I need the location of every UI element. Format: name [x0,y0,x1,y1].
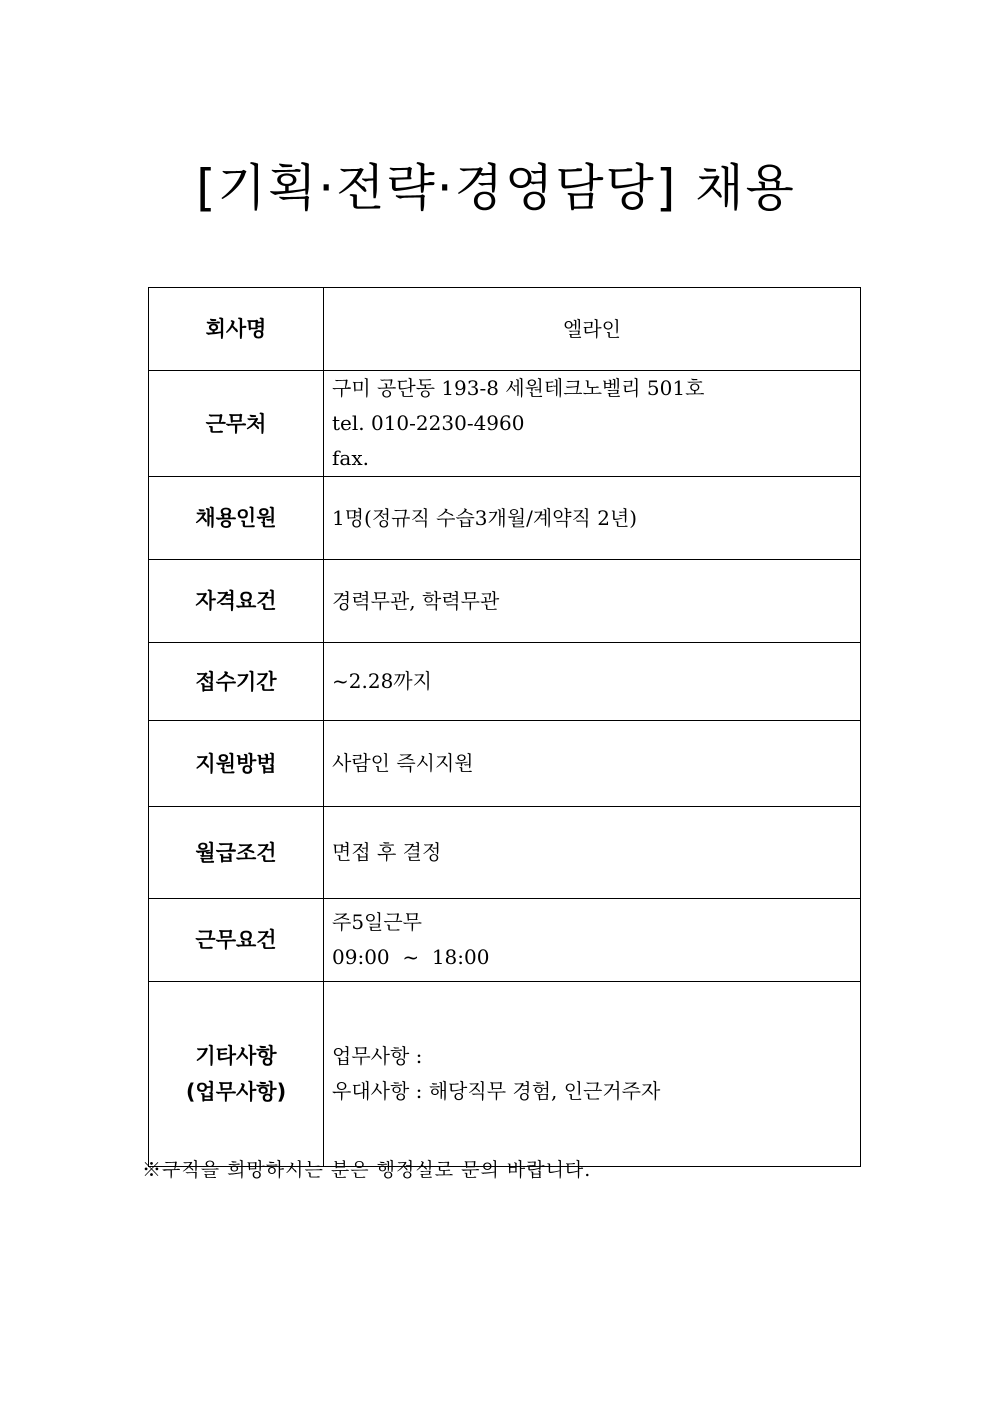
table-row [149,477,861,560]
application-method-text: 사람인 즉시지원 [332,751,474,775]
row-value-working-conditions [324,899,861,982]
row-label-application-method: 지원방법 [149,721,324,807]
row-value-workplace [324,371,861,477]
row-value-application-period [324,643,861,721]
table-row [149,643,861,721]
table-row [149,982,861,1167]
table-row [149,807,861,899]
table-row [149,899,861,982]
duties-text: 업무사항 : [332,1044,423,1068]
row-label-workplace: 근무처 [149,371,324,477]
footnote: ※구직을 희망하시는 분은 행정실로 문의 바랍니다. [142,1159,592,1181]
application-period-text: ~2.28까지 [332,669,432,693]
salary-text: 면접 후 결정 [332,840,442,864]
work-hours-text: 09:00 ~ 18:00 [332,945,490,969]
work-days-text: 주5일근무 [332,910,423,934]
row-value-qualification [324,560,861,643]
row-label-application-period: 접수기간 [149,643,324,721]
headcount-text: 1명(정규직 수습3개월/계약직 2년) [332,505,638,530]
other-label-line2: (업무사항) [185,1080,287,1104]
row-value-application-method [324,721,861,807]
row-label-headcount: 채용인원 [149,477,324,560]
row-label-other [149,982,324,1167]
workplace-tel: tel. 010-2230-4960 [332,411,525,435]
company-name: 엘라인 [563,316,621,341]
table-row [149,560,861,643]
preferences-text: 우대사항 : 해당직무 경험, 인근거주자 [332,1079,661,1103]
workplace-address: 구미 공단동 193-8 세원테크노벨리 501호 [332,376,705,400]
row-label-salary: 월급조건 [149,807,324,899]
qualification-text: 경력무관, 학력무관 [332,588,500,613]
row-label-working-conditions: 근무요건 [149,899,324,982]
table-row [149,721,861,807]
page-title: [기획·전략·경영담당] 채용 [196,159,796,217]
workplace-fax: fax. [332,446,369,470]
row-value-company [324,288,861,371]
row-value-salary [324,807,861,899]
row-value-other [324,982,861,1167]
row-label-company: 회사명 [149,288,324,371]
table-row [149,371,861,477]
other-label-line1: 기타사항 [195,1044,277,1068]
row-label-qualification: 자격요건 [149,560,324,643]
table-row [149,288,861,371]
job-posting-table [148,287,861,1167]
row-value-headcount [324,477,861,560]
